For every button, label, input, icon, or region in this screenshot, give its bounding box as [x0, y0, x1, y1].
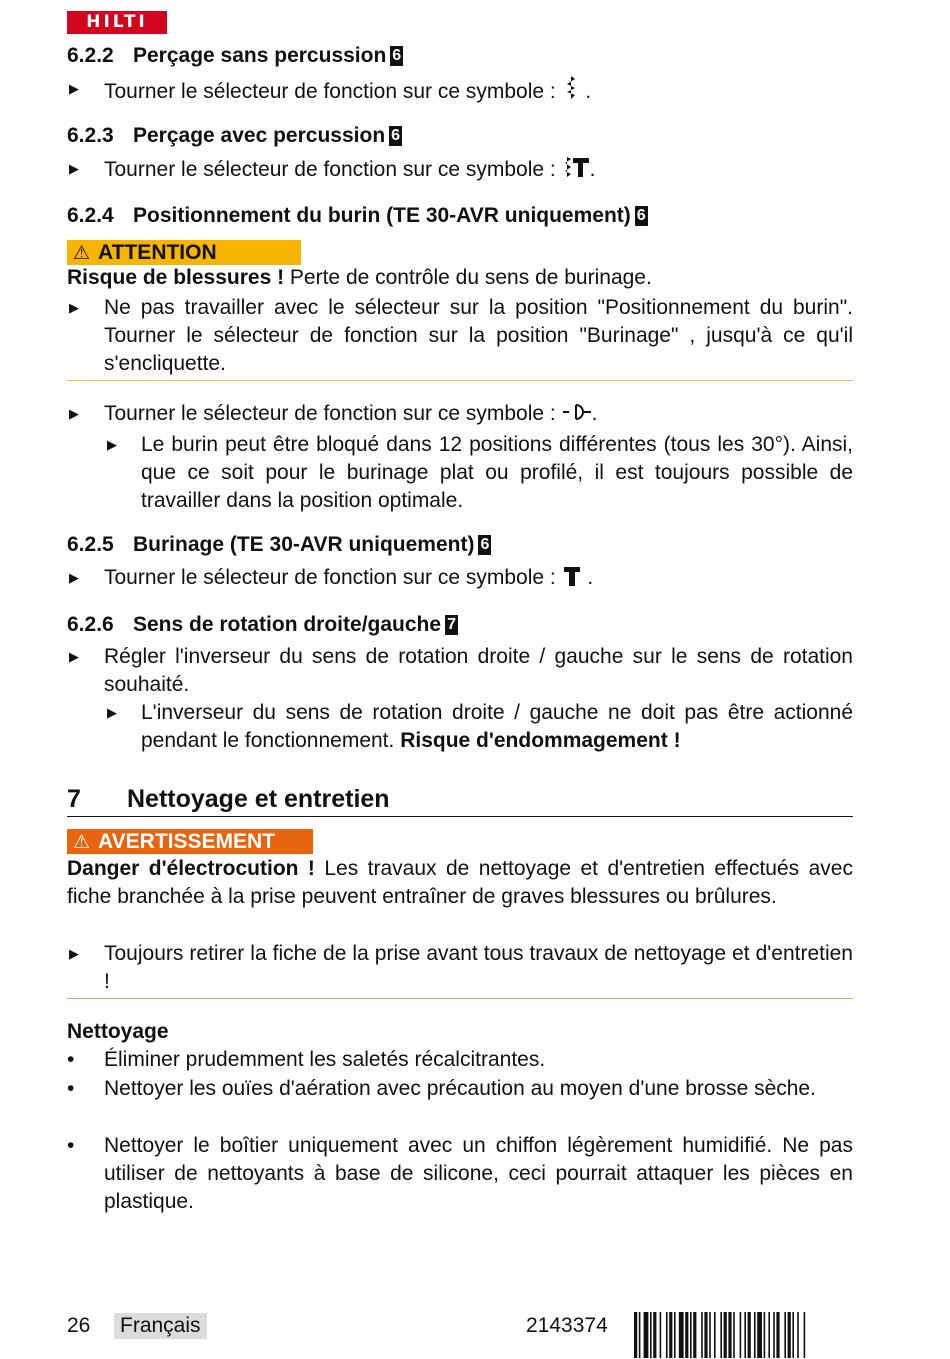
chapter-number: 7 — [67, 785, 81, 813]
language-label: Français — [114, 1313, 207, 1339]
warning-instruction: Toujours retirer la fiche de la prise avant tous travaux de nettoyage et d'entretien ! — [104, 942, 853, 993]
barcode-icon — [634, 1312, 852, 1358]
section-6-2-4-heading — [67, 203, 648, 229]
list-item: Nettoyer les ouïes d'aération avec précaution au moyen d'une brosse sèche. — [104, 1077, 816, 1100]
chapter-7-heading — [67, 784, 390, 814]
section-number: 6.2.3 — [67, 124, 114, 147]
figure-reference: 6 — [392, 47, 402, 64]
subsection-title: Nettoyage — [67, 1020, 169, 1043]
figure-reference: 6 — [391, 127, 401, 144]
section-title: Perçage avec percussion — [133, 124, 386, 147]
attention-badge: ⚠ ATTENTION — [67, 240, 301, 265]
instruction-item: Régler l'inverseur du sens de rotation droite / gauche sur le sens de rotation souhaité. — [104, 645, 853, 696]
section-6-2-5-heading — [67, 532, 491, 558]
instruction-item: Tourner le sélecteur de fonction sur ce symbole : . — [104, 402, 598, 425]
bullet-dot-icon: • — [67, 1048, 75, 1071]
section-number: 6.2.5 — [67, 533, 114, 556]
section-6-2-6-heading — [67, 612, 458, 638]
triangle-bullet-icon: ▶ — [69, 161, 79, 176]
caution-risk-text: Risque de blessures ! Perte de contrôle du sens de burinage. — [67, 266, 652, 289]
document-code: 2143374 — [526, 1314, 608, 1337]
warning-divider — [67, 998, 853, 999]
section-title: Positionnement du burin (TE 30-AVR uniquement) — [133, 204, 631, 227]
figure-reference: 6 — [636, 207, 646, 224]
section-number: 6.2.6 — [67, 613, 114, 636]
figure-reference: 7 — [447, 616, 456, 633]
list-item: Éliminer prudemment les saletés récalcitrantes. — [104, 1048, 546, 1071]
section-title: Sens de rotation droite/gauche — [133, 613, 442, 636]
section-number: 6.2.4 — [67, 204, 114, 227]
section-title: Burinage (TE 30-AVR uniquement) — [133, 533, 475, 556]
page-number: 26 — [67, 1314, 91, 1337]
bullet-dot-icon: • — [67, 1077, 75, 1100]
warning-triangle-icon: ⚠ — [73, 832, 91, 853]
warning-badge: ⚠ AVERTISSEMENT — [67, 829, 313, 854]
drill-bit-icon — [562, 75, 580, 101]
triangle-bullet-icon: ▶ — [69, 946, 79, 961]
warning-danger-text: Danger d'électrocution ! Les travaux de nettoyage et d'entretien effectués avec fiche branchée à la prise peuvent entraîner de graves blessures ou brûlures. — [67, 857, 853, 908]
chisel-rotate-icon — [562, 401, 592, 423]
triangle-bullet-icon: ▶ — [107, 437, 117, 452]
triangle-bullet-icon: ▶ — [69, 570, 79, 585]
hammer-drill-icon — [562, 155, 590, 179]
triangle-bullet-icon: ▶ — [69, 406, 79, 421]
section-6-2-3-heading — [67, 123, 402, 149]
chapter-title: Nettoyage et entretien — [127, 785, 390, 813]
caution-divider — [67, 380, 853, 381]
chisel-icon — [562, 565, 582, 587]
instruction-item: Tourner le sélecteur de fonction sur ce symbole : . — [104, 566, 594, 589]
section-number: 6.2.2 — [67, 44, 114, 67]
triangle-bullet-icon: ▶ — [69, 81, 79, 96]
chapter-divider — [67, 816, 853, 817]
list-item: Nettoyer le boîtier uniquement avec un chiffon légèrement humidifié. Ne pas utiliser de nettoyants à base de silicone, ceci pourrait attaquer les pièces en plastique. — [104, 1134, 853, 1213]
triangle-bullet-icon: ▶ — [69, 649, 79, 664]
instruction-subitem: L'inverseur du sens de rotation droite / gauche ne doit pas être actionné pendant le fonctionnement. Risque d'endommagement ! — [141, 701, 853, 752]
bullet-dot-icon: • — [67, 1134, 75, 1157]
instruction-subitem: Le burin peut être bloqué dans 12 positions différentes (tous les 30°). Ainsi, que ce soit pour le burinage plat ou profilé, il est toujours possible de travailler dans la position optimale. — [141, 433, 853, 512]
figure-reference: 6 — [480, 536, 490, 553]
triangle-bullet-icon: ▶ — [69, 300, 79, 315]
instruction-item: Tourner le sélecteur de fonction sur ce symbole : . — [104, 155, 854, 184]
hilti-logo: HILTI — [67, 11, 167, 34]
caution-instruction: Ne pas travailler avec le sélecteur sur la position "Positionnement du burin". Tourner le sélecteur de fonction sur la position "Burinage" , jusqu'à ce qu'il s'encliquette. — [104, 296, 853, 375]
section-6-2-2-heading — [67, 43, 403, 69]
warning-triangle-icon: ⚠ — [73, 243, 91, 264]
triangle-bullet-icon: ▶ — [107, 705, 117, 720]
instruction-item: Tourner le sélecteur de fonction sur ce symbole : . — [104, 75, 854, 106]
section-title: Perçage sans percussion — [133, 44, 387, 67]
